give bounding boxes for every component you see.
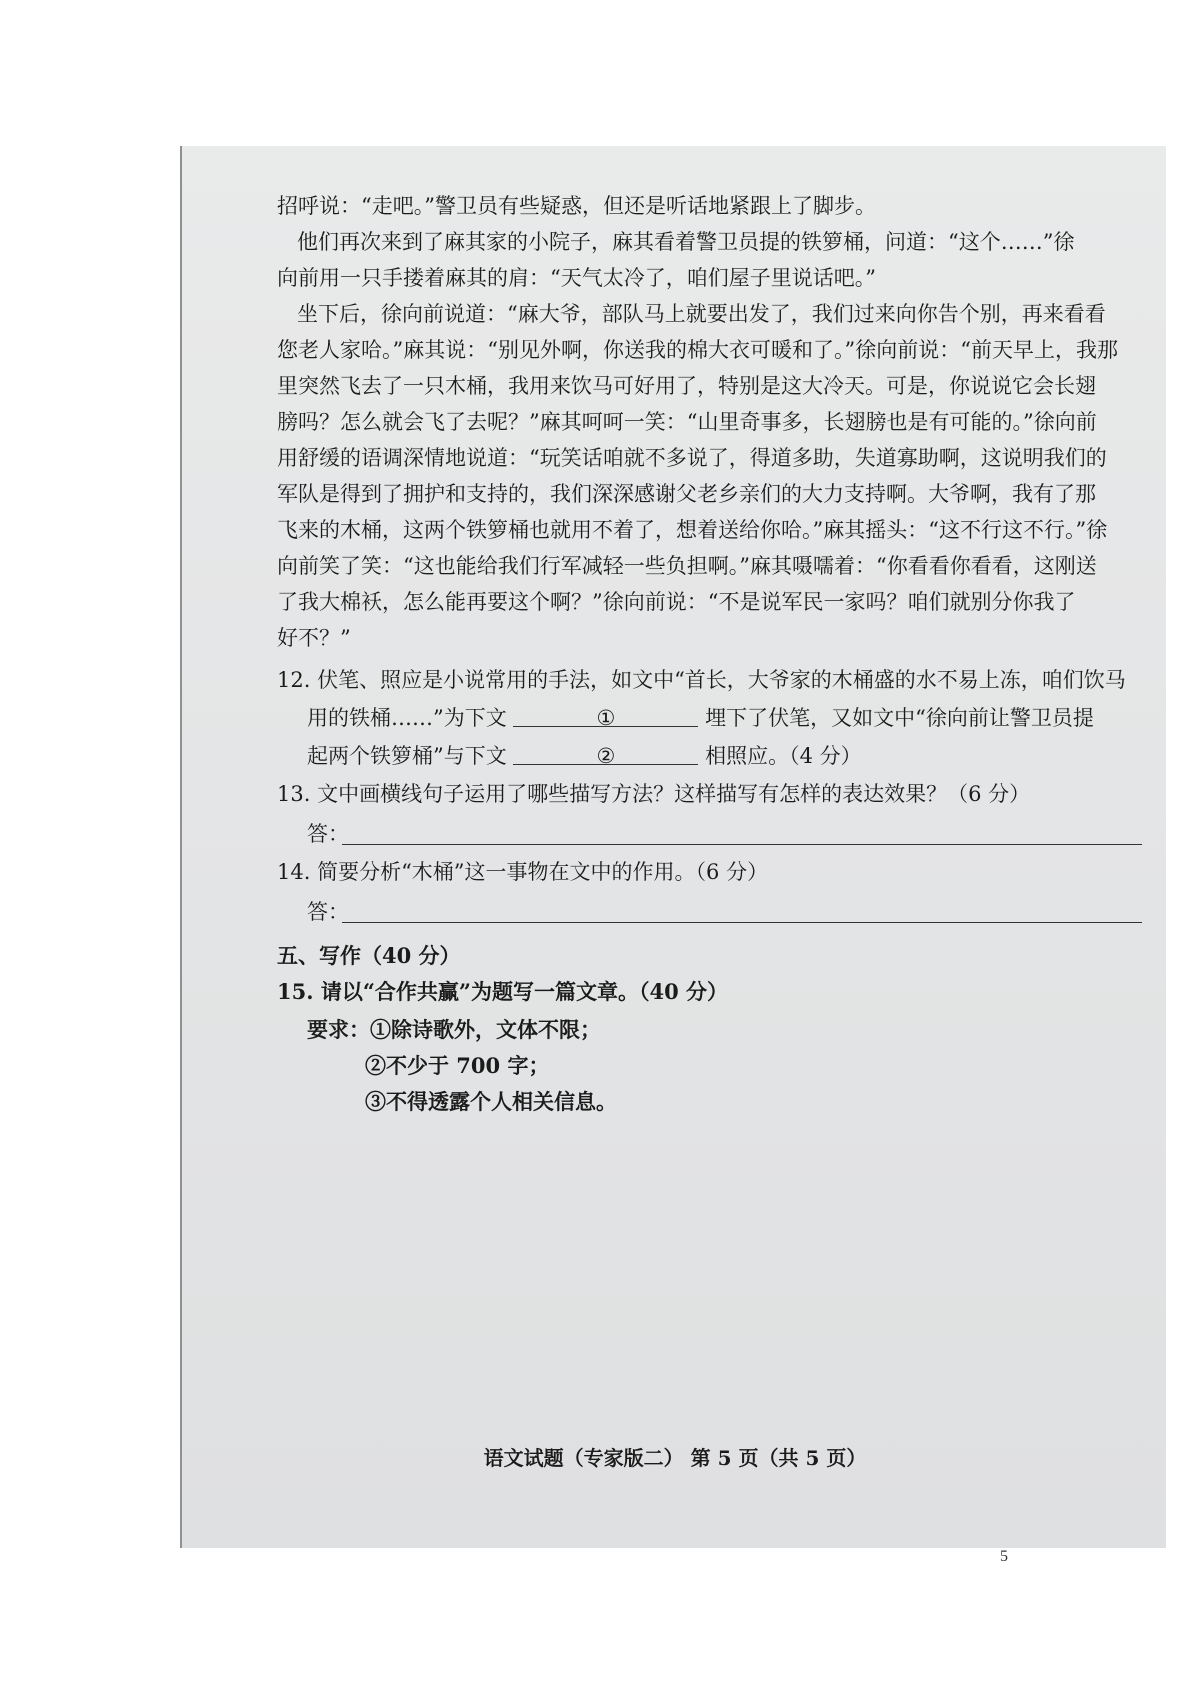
passage-line: 飞来的木桶，这两个铁箩桶也就用不着了，想着送给你哈。”麻其摇头：“这不行这不行。”徐 bbox=[277, 518, 1108, 542]
writing-requirement: 要求：①除诗歌外，文体不限； bbox=[307, 1017, 601, 1042]
question-13: 13. 文中画横线句子运用了哪些描写方法？这样描写有怎样的表达效果？（6 分） bbox=[277, 782, 1031, 806]
passage-line: 招呼说：“走吧。”警卫员有些疑惑，但还是听话地紧跟上了脚步。 bbox=[277, 194, 876, 218]
passage-line: 好不？” bbox=[277, 626, 351, 650]
writing-prompt: 15. 请以“合作共赢”为题写一篇文章。（40 分） bbox=[277, 979, 729, 1004]
passage-line: 膀吗？怎么就会飞了去呢？”麻其呵呵一笑：“山里奇事多，长翅膀也是有可能的。”徐向前 bbox=[277, 410, 1097, 434]
question-12-text: 用的铁桶……”为下文 bbox=[307, 706, 507, 730]
blank-1: ① bbox=[513, 700, 698, 727]
page-footer: 语文试题（专家版二） 第 5 页（共 5 页） bbox=[483, 1446, 867, 1470]
passage-line: 您老人家哈。”麻其说：“别见外啊，你送我的棉大衣可暖和了。”徐向前说：“前天早上，我那 bbox=[277, 338, 1118, 362]
passage-line: 向前笑了笑：“这也能给我们行军减轻一些负担啊。”麻其嗫嚅着：“你看看你看看，这刚送 bbox=[277, 554, 1097, 578]
passage-line: 他们再次来到了麻其家的小院子，麻其看着警卫员提的铁箩桶，问道：“这个……”徐 bbox=[297, 230, 1075, 254]
question-12-text: 起两个铁箩桶”与下文 bbox=[307, 744, 507, 768]
question-14: 14. 简要分析“木桶”这一事物在文中的作用。（6 分） bbox=[277, 860, 769, 884]
question-12-text: 相照应。（4 分） bbox=[705, 744, 862, 768]
question-12-line2 bbox=[307, 700, 1094, 736]
answer-label: 答： bbox=[307, 900, 349, 924]
answer-label: 答： bbox=[307, 822, 349, 846]
question-12-text: 埋下了伏笔，又如文中“徐向前让警卫员提 bbox=[705, 706, 1094, 730]
blank-2: ② bbox=[513, 738, 698, 765]
question-12-line1: 12. 伏笔、照应是小说常用的手法，如文中“首长，大爷家的木桶盛的水不易上冻，咱们饮马 bbox=[277, 668, 1126, 692]
passage-line: 用舒缓的语调深情地说道：“玩笑话咱就不多说了，得道多助，失道寡助啊，这说明我们的 bbox=[277, 446, 1107, 470]
answer-line bbox=[342, 844, 1142, 845]
scanned-exam-page bbox=[180, 146, 1166, 1548]
passage-line: 里突然飞去了一只木桶，我用来饮马可好用了，特别是这大冷天。可是，你说说它会长翅 bbox=[277, 374, 1096, 398]
passage-line: 军队是得到了拥护和支持的，我们深深感谢父老乡亲们的大力支持啊。大爷啊，我有了那 bbox=[277, 482, 1096, 506]
writing-requirement: ③不得透露个人相关信息。 bbox=[365, 1089, 617, 1114]
page-number: 5 bbox=[1000, 1548, 1008, 1565]
writing-requirement: ②不少于 700 字； bbox=[365, 1053, 550, 1078]
passage-line: 了我大棉袄，怎么能再要这个啊？”徐向前说：“不是说军民一家吗？咱们就别分你我了 bbox=[277, 590, 1076, 614]
passage-line: 坐下后，徐向前说道：“麻大爷，部队马上就要出发了，我们过来向你告个别，再来看看 bbox=[297, 302, 1106, 326]
passage-line: 向前用一只手搂着麻其的肩：“天气太冷了，咱们屋子里说话吧。” bbox=[277, 266, 876, 290]
answer-line bbox=[342, 922, 1142, 923]
writing-section-title: 五、写作（40 分） bbox=[277, 943, 461, 968]
question-12-line3 bbox=[307, 738, 862, 774]
